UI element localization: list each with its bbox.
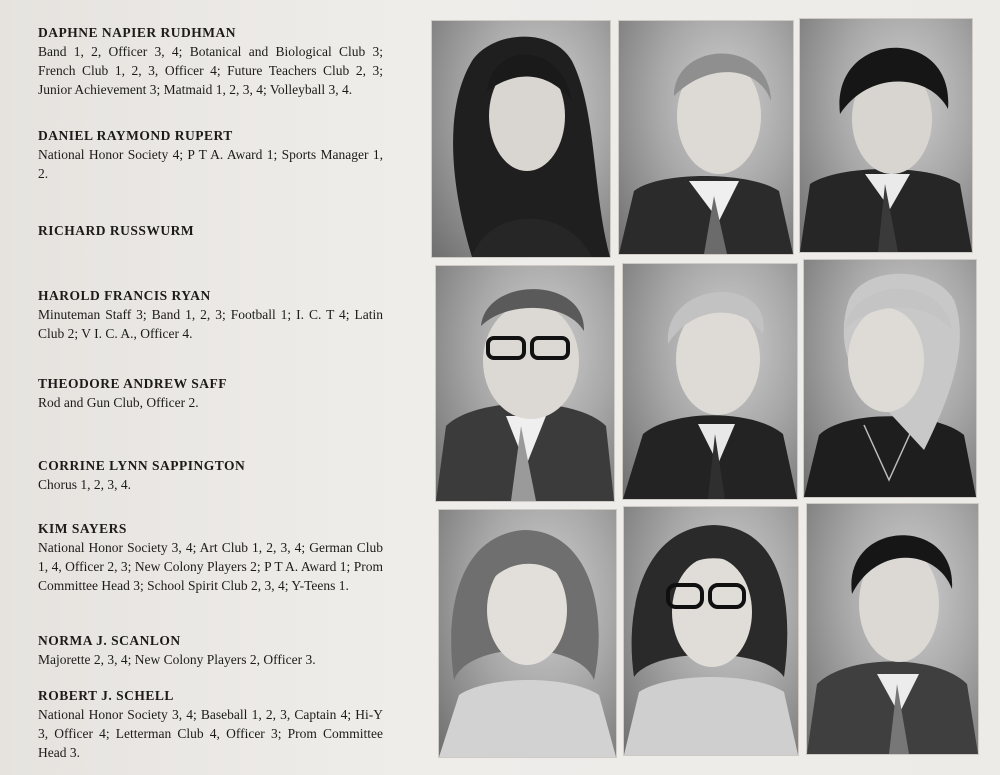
- student-activities: Band 1, 2, Officer 3, 4; Botanical and Biological Club 3; French Club 1, 2, 3, Officer 4; Future Teachers Club 2, 3; Junior Achievement 3; Matmaid 1, 2, 3, 4; Volleyball 3, 4.: [38, 44, 383, 97]
- student-activities: National Honor Society 3, 4; Baseball 1, 2, 3, Captain 4; Hi-Y 3, Officer 4; Letterman Club 4, Officer 3; Prom Committee Head 3.: [38, 707, 383, 760]
- student-name: THEODORE ANDREW SAFF: [38, 376, 228, 391]
- student-name: ROBERT J. SCHELL: [38, 688, 174, 703]
- student-activities: Majorette 2, 3, 4; New Colony Players 2, Officer 3.: [38, 652, 316, 667]
- student-name: RICHARD RUSSWURM: [38, 223, 195, 238]
- portrait-photo: [623, 264, 797, 499]
- portrait-photo: [436, 266, 614, 501]
- portrait-photo: [800, 19, 972, 252]
- portrait-photo: [439, 510, 616, 757]
- portrait-photo: [804, 260, 976, 497]
- student-activities: Rod and Gun Club, Officer 2.: [38, 395, 199, 410]
- portrait-photo: [619, 21, 793, 254]
- student-activities: Minuteman Staff 3; Band 1, 2, 3; Football 1; I. C. T 4; Latin Club 2; V I. C. A., Officer 4.: [38, 307, 383, 341]
- student-name: DANIEL RAYMOND RUPERT: [38, 128, 233, 143]
- student-activities: National Honor Society 3, 4; Art Club 1, 2, 3, 4; German Club 1, 4, Officer 2, 3; New Colony Players 2; P T A. Award 1; Prom Committee Head 3; School Spirit Club 2, 3, 4; Y-Teens 1.: [38, 540, 383, 593]
- student-name: CORRINE LYNN SAPPINGTON: [38, 458, 246, 473]
- student-name: NORMA J. SCANLON: [38, 633, 181, 648]
- portrait-photo: [807, 504, 978, 754]
- student-name: DAPHNE NAPIER RUDHMAN: [38, 25, 236, 40]
- student-name: KIM SAYERS: [38, 521, 127, 536]
- student-activities: National Honor Society 4; P T A. Award 1; Sports Manager 1, 2.: [38, 147, 383, 181]
- portrait-photo: [432, 21, 610, 257]
- student-activities: Chorus 1, 2, 3, 4.: [38, 477, 132, 492]
- portrait-photo: [624, 507, 798, 755]
- student-name: HAROLD FRANCIS RYAN: [38, 288, 211, 303]
